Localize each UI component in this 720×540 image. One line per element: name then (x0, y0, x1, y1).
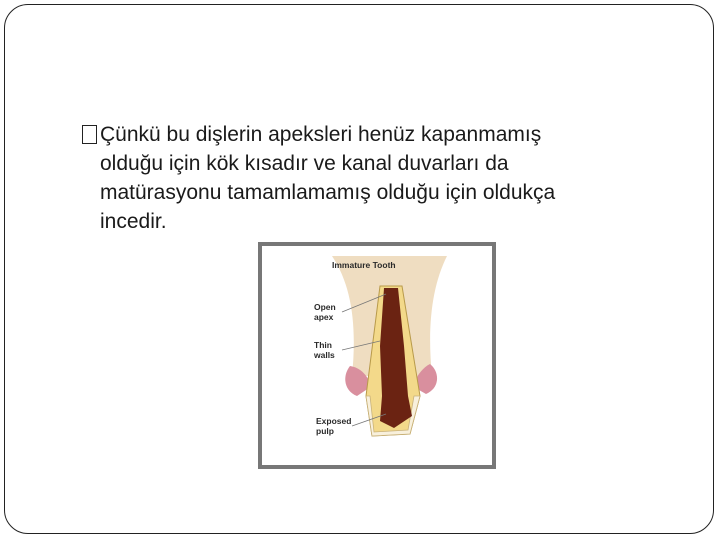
tooth-figure-canvas (262, 246, 492, 465)
tooth-figure (258, 242, 496, 469)
figure-title: Immature Tooth (332, 260, 396, 270)
bullet-text: Çünkü bu dişlerin apeksleri henüz kapanmamış olduğu için kök kısadır ve kanal duvarları da matürasyonu tamamlamamış olduğu için oldukça incedir. (100, 123, 556, 233)
label-pulp: pulp (316, 426, 334, 436)
label-apex: apex (314, 312, 334, 322)
label-open: Open (314, 302, 336, 312)
label-exposed: Exposed (316, 416, 352, 426)
tooth-diagram (262, 246, 492, 465)
bullet-point (82, 120, 682, 236)
bullet-box-icon (82, 125, 97, 144)
label-walls: walls (314, 350, 335, 360)
label-thin: Thin (314, 340, 332, 350)
